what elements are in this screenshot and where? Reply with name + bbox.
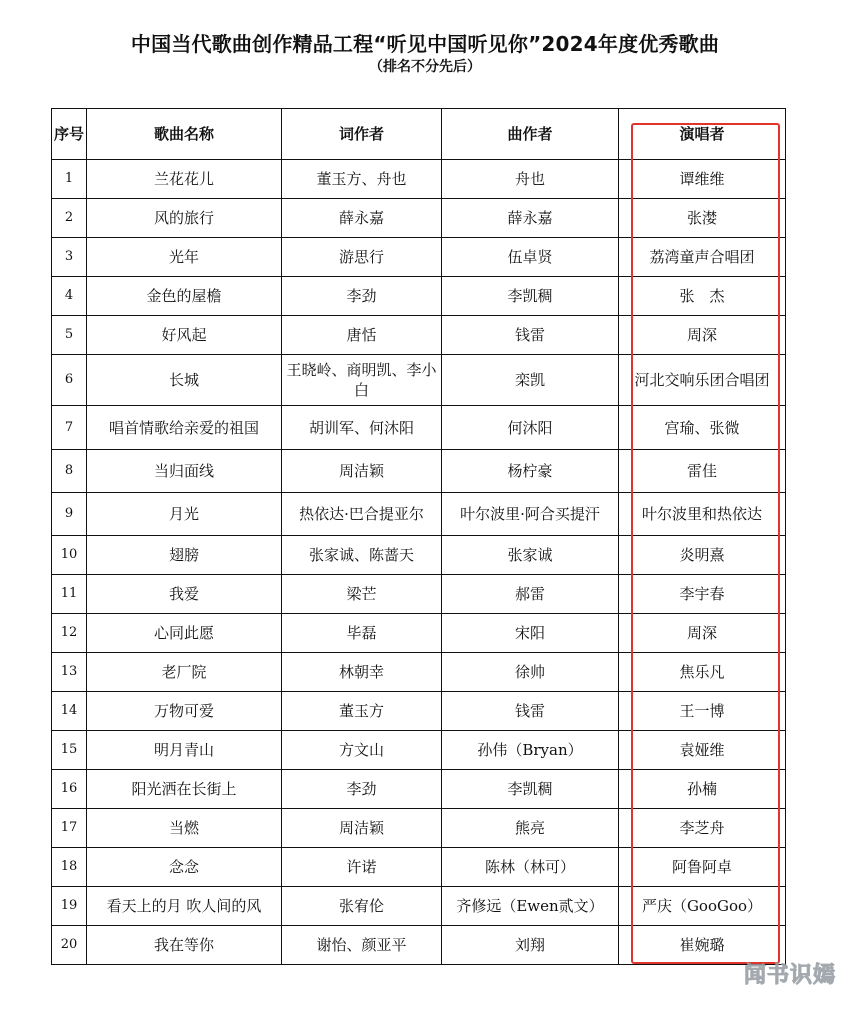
cell-song: 明月青山 — [87, 731, 282, 770]
cell-song: 好风起 — [87, 316, 282, 355]
cell-lyricist: 周洁颖 — [282, 450, 442, 493]
cell-index: 8 — [52, 450, 87, 493]
cell-song: 翅膀 — [87, 536, 282, 575]
cell-singer: 炎明熹 — [619, 536, 786, 575]
watermark: 闻书识嫣 — [743, 963, 836, 988]
cell-lyricist: 李劲 — [282, 277, 442, 316]
cell-singer: 谭维维 — [619, 160, 786, 199]
cell-composer: 徐帅 — [442, 653, 619, 692]
cell-song: 唱首情歌给亲爱的祖国 — [87, 406, 282, 450]
cell-composer: 齐修远（Ewen贰文） — [442, 887, 619, 926]
table-row — [52, 199, 786, 238]
table-row — [52, 575, 786, 614]
cell-lyricist: 董玉方、舟也 — [282, 160, 442, 199]
cell-song: 兰花花儿 — [87, 160, 282, 199]
cell-singer: 周深 — [619, 316, 786, 355]
cell-singer: 焦乐凡 — [619, 653, 786, 692]
header-composer: 曲作者 — [442, 109, 619, 160]
cell-lyricist: 方文山 — [282, 731, 442, 770]
cell-index: 5 — [52, 316, 87, 355]
cell-singer: 袁娅维 — [619, 731, 786, 770]
cell-lyricist: 林朝幸 — [282, 653, 442, 692]
table-header-row — [52, 109, 786, 160]
cell-index: 15 — [52, 731, 87, 770]
cell-index: 6 — [52, 355, 87, 406]
cell-index: 2 — [52, 199, 87, 238]
table-row — [52, 653, 786, 692]
cell-song: 看天上的月 吹人间的风 — [87, 887, 282, 926]
cell-song: 我在等你 — [87, 926, 282, 965]
cell-singer: 李宇春 — [619, 575, 786, 614]
cell-composer: 薛永嘉 — [442, 199, 619, 238]
cell-song: 阳光洒在长街上 — [87, 770, 282, 809]
cell-song: 当归面线 — [87, 450, 282, 493]
cell-index: 10 — [52, 536, 87, 575]
cell-composer: 伍卓贤 — [442, 238, 619, 277]
cell-singer: 张漤 — [619, 199, 786, 238]
cell-composer: 舟也 — [442, 160, 619, 199]
cell-composer: 张家诚 — [442, 536, 619, 575]
cell-song: 风的旅行 — [87, 199, 282, 238]
cell-singer: 叶尔波里和热依达 — [619, 493, 786, 536]
table-row — [52, 450, 786, 493]
cell-singer: 孙楠 — [619, 770, 786, 809]
table-row — [52, 770, 786, 809]
cell-lyricist: 董玉方 — [282, 692, 442, 731]
cell-singer: 李芝舟 — [619, 809, 786, 848]
cell-index: 13 — [52, 653, 87, 692]
table-row — [52, 316, 786, 355]
cell-index: 17 — [52, 809, 87, 848]
cell-composer: 孙伟（Bryan） — [442, 731, 619, 770]
cell-singer: 阿鲁阿卓 — [619, 848, 786, 887]
cell-song: 光年 — [87, 238, 282, 277]
cell-singer: 严庆（GooGoo） — [619, 887, 786, 926]
table-row — [52, 848, 786, 887]
header-lyricist: 词作者 — [282, 109, 442, 160]
cell-song: 月光 — [87, 493, 282, 536]
cell-lyricist: 许诺 — [282, 848, 442, 887]
cell-singer: 周深 — [619, 614, 786, 653]
cell-singer: 崔婉璐 — [619, 926, 786, 965]
table-row — [52, 731, 786, 770]
cell-lyricist: 张家诚、陈蔷天 — [282, 536, 442, 575]
cell-singer: 荔湾童声合唱团 — [619, 238, 786, 277]
cell-index: 14 — [52, 692, 87, 731]
cell-singer: 河北交响乐团合唱团 — [619, 355, 786, 406]
cell-composer: 郝雷 — [442, 575, 619, 614]
table-row — [52, 926, 786, 965]
cell-composer: 熊亮 — [442, 809, 619, 848]
cell-song: 金色的屋檐 — [87, 277, 282, 316]
cell-composer: 刘翔 — [442, 926, 619, 965]
cell-lyricist: 游思行 — [282, 238, 442, 277]
cell-composer: 钱雷 — [442, 692, 619, 731]
table-row — [52, 355, 786, 406]
table-row — [52, 536, 786, 575]
cell-song: 念念 — [87, 848, 282, 887]
table-row — [52, 887, 786, 926]
cell-composer: 钱雷 — [442, 316, 619, 355]
cell-song: 万物可爱 — [87, 692, 282, 731]
cell-index: 12 — [52, 614, 87, 653]
document-title: 中国当代歌曲创作精品工程“听见中国听见你”2024年度优秀歌曲 — [130, 32, 720, 56]
cell-index: 20 — [52, 926, 87, 965]
cell-singer: 王一博 — [619, 692, 786, 731]
cell-lyricist: 李劲 — [282, 770, 442, 809]
cell-song: 长城 — [87, 355, 282, 406]
header-singer: 演唱者 — [619, 109, 786, 160]
cell-lyricist: 谢怡、颜亚平 — [282, 926, 442, 965]
cell-lyricist: 梁芒 — [282, 575, 442, 614]
cell-lyricist: 胡训军、何沐阳 — [282, 406, 442, 450]
cell-lyricist: 唐恬 — [282, 316, 442, 355]
cell-song: 老厂院 — [87, 653, 282, 692]
cell-composer: 李凯稠 — [442, 770, 619, 809]
table-row — [52, 406, 786, 450]
cell-index: 1 — [52, 160, 87, 199]
cell-index: 11 — [52, 575, 87, 614]
cell-index: 18 — [52, 848, 87, 887]
cell-composer: 叶尔波里·阿合买提汗 — [442, 493, 619, 536]
table-row — [52, 809, 786, 848]
table-row — [52, 493, 786, 536]
table-row — [52, 160, 786, 199]
cell-lyricist: 薛永嘉 — [282, 199, 442, 238]
songs-table — [51, 108, 786, 965]
document-subtitle: （排名不分先后） — [369, 59, 481, 75]
cell-lyricist: 热依达·巴合提亚尔 — [282, 493, 442, 536]
cell-song: 当燃 — [87, 809, 282, 848]
cell-composer: 杨柠豪 — [442, 450, 619, 493]
table-row — [52, 614, 786, 653]
cell-composer: 陈林（林可） — [442, 848, 619, 887]
cell-composer: 何沐阳 — [442, 406, 619, 450]
header-index: 序号 — [52, 109, 87, 160]
table-row — [52, 277, 786, 316]
cell-composer: 宋阳 — [442, 614, 619, 653]
cell-index: 19 — [52, 887, 87, 926]
cell-song: 我爱 — [87, 575, 282, 614]
cell-index: 16 — [52, 770, 87, 809]
cell-index: 4 — [52, 277, 87, 316]
cell-composer: 栾凯 — [442, 355, 619, 406]
cell-singer: 宫瑜、张微 — [619, 406, 786, 450]
cell-index: 3 — [52, 238, 87, 277]
cell-index: 9 — [52, 493, 87, 536]
cell-singer: 张 杰 — [619, 277, 786, 316]
cell-composer: 李凯稠 — [442, 277, 619, 316]
table-row — [52, 692, 786, 731]
table-row — [52, 238, 786, 277]
cell-song: 心同此愿 — [87, 614, 282, 653]
header-song: 歌曲名称 — [87, 109, 282, 160]
cell-lyricist: 毕磊 — [282, 614, 442, 653]
cell-index: 7 — [52, 406, 87, 450]
cell-singer: 雷佳 — [619, 450, 786, 493]
cell-lyricist: 张宥伦 — [282, 887, 442, 926]
cell-lyricist: 王晓岭、商明凯、李小白 — [282, 355, 442, 406]
cell-lyricist: 周洁颖 — [282, 809, 442, 848]
